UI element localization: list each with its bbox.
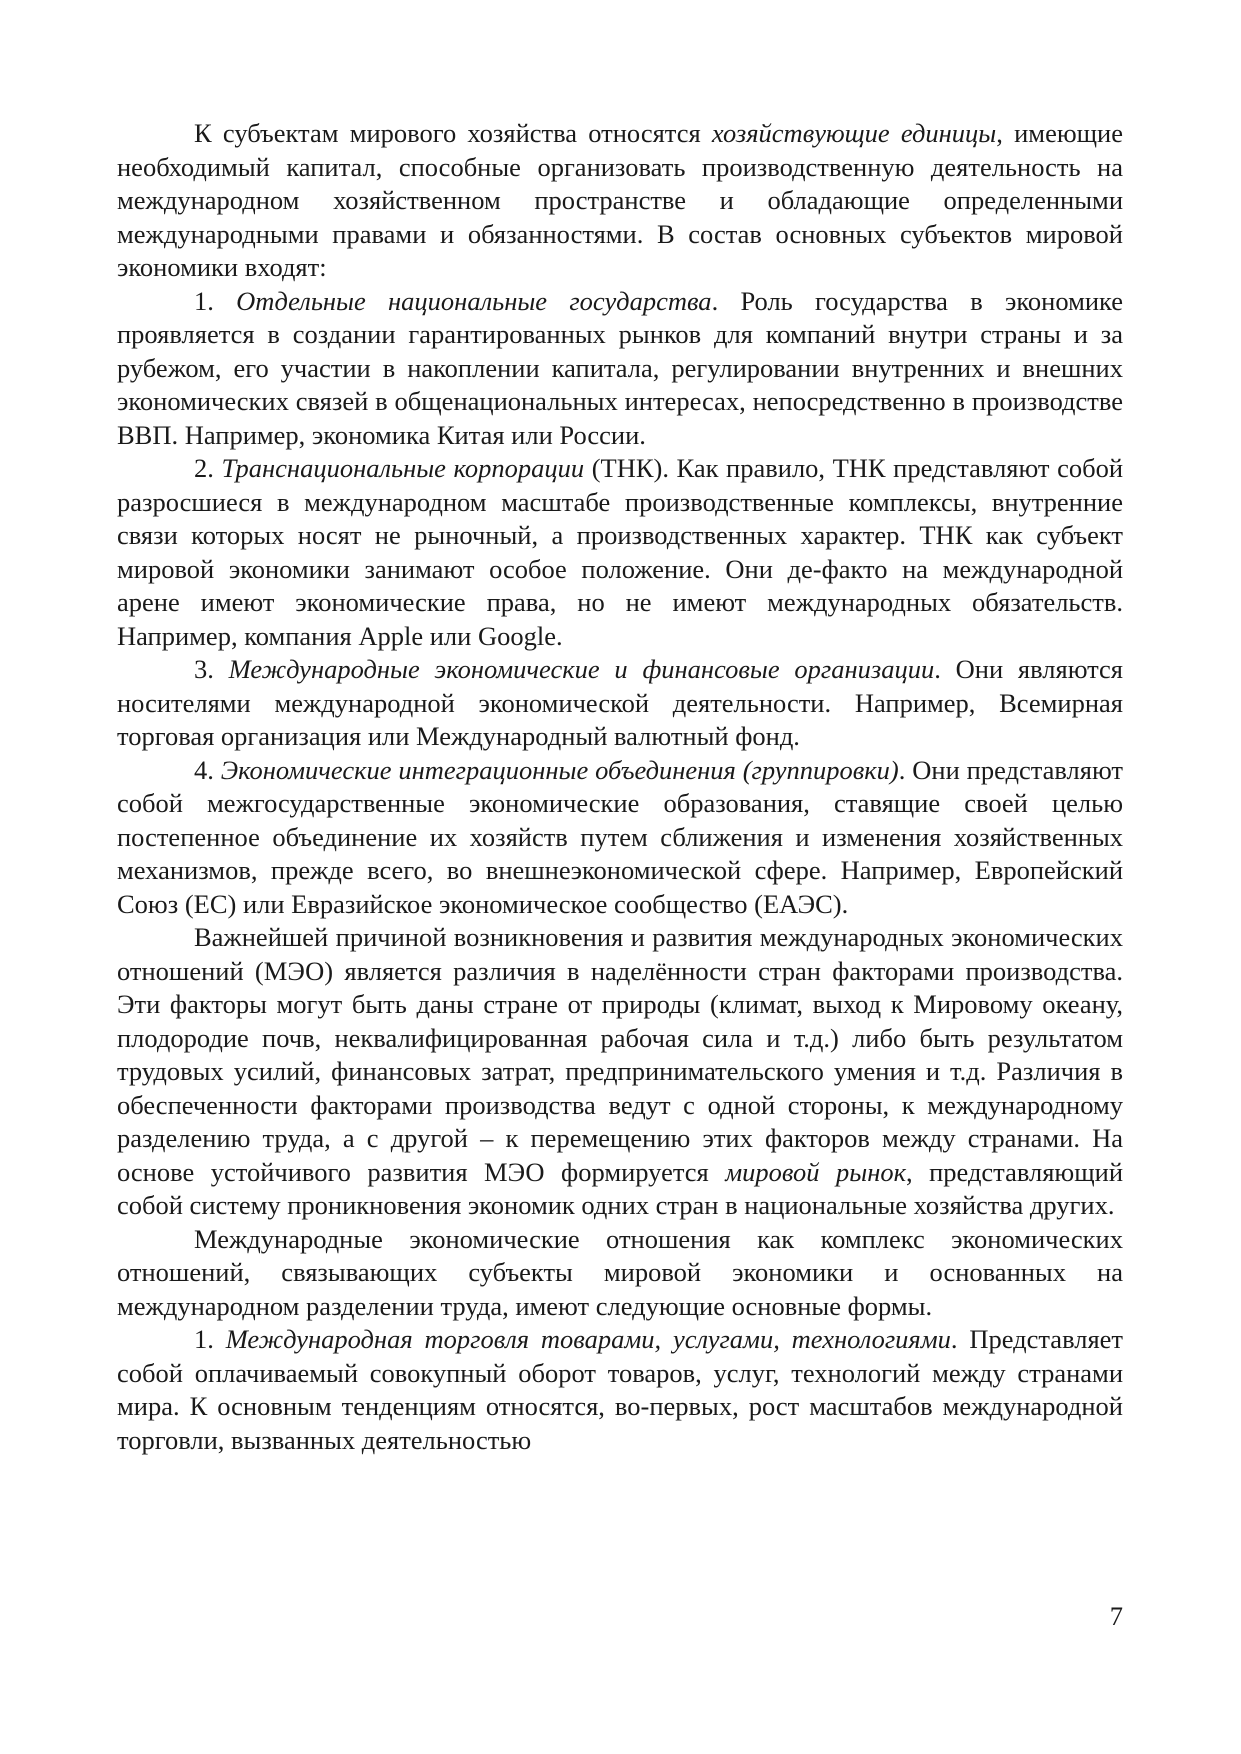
text-run: . Роль государства в экономике проявляется в создании гарантированных рынков для компаний внутри страны и за рубежом, его участии в накоплении капитала, регулировании внутренних и внешних экономических связей в общенациональных интересах, непосредственно в производстве ВВП. Например, экономика Китая или России. bbox=[117, 285, 1124, 450]
text-run: Международные экономические отношения как комплекс экономических отношений, связывающих субъекты мировой экономики и основанных на международном разделении труда, имеют следующие основные формы. bbox=[117, 1223, 1123, 1321]
emphasis-run: хозяйствующие единицы bbox=[711, 118, 997, 148]
paragraph-item-1-states bbox=[117, 285, 1123, 453]
emphasis-run: Международные экономические и финансовые организации bbox=[228, 654, 935, 684]
text-run: 3. bbox=[194, 654, 229, 684]
paragraph-form-1-trade bbox=[117, 1323, 1123, 1457]
paragraph-item-3-organizations bbox=[117, 653, 1123, 754]
text-run: 1. bbox=[194, 285, 237, 316]
emphasis-run: Международная торговля товарами, услугами, технологиями bbox=[225, 1324, 951, 1354]
emphasis-run: Отдельные национальные государства bbox=[236, 285, 712, 316]
paragraph-mei-forms bbox=[117, 1223, 1123, 1324]
text-run: 4. bbox=[194, 754, 221, 785]
paragraph-item-2-tnc bbox=[117, 452, 1123, 653]
text-run: К субъектам мирового хозяйства относятся bbox=[194, 118, 712, 148]
text-run: 2. bbox=[194, 453, 222, 483]
text-run: . Представляет собой оплачиваемый совокупный оборот товаров, услуг, технологий между странами мира. К основным тенденциям относятся, во-первых, рост масштабов международной торговли, вызванных деятельностью bbox=[117, 1324, 1123, 1455]
paragraph-mei-reasons bbox=[117, 921, 1123, 1223]
paragraph-subjects-intro bbox=[117, 117, 1123, 285]
text-run: , имеющие необходимый капитал, способные организовать производственную деятельность на международном хозяйственном пространстве и обладающие определенными международными правами и обязанностями. В состав основных субъектов мировой экономики входят: bbox=[117, 118, 1123, 282]
emphasis-run: мировой рынок bbox=[725, 1156, 906, 1187]
text-run: (ТНК). Как правило, ТНК представляют собой разросшиеся в международном масштабе производственные комплексы, внутренние связи которых носят не рыночный, а производственных характер. ТНК как субъект мировой экономики занимают особое положение. Они де-факто на международной арене имеют экономические права, но не имеют международных обязательств. Например, компания Apple или Google. bbox=[117, 453, 1124, 651]
emphasis-run: Транснациональные корпорации bbox=[221, 453, 585, 483]
text-run: 1. bbox=[194, 1324, 226, 1354]
emphasis-run: Экономические интеграционные объединения (группировки) bbox=[220, 754, 899, 785]
text-run: Важнейшей причиной возникновения и развития международных экономических отношений (МЭО) является различия в наделённости стран факторами производства. Эти факторы могут быть даны стране от природы (климат, выход к Мировому океану, плодородие почв, неквалифицированная рабочая сила и т.д.) либо быть результатом трудовых усилий, финансовых затрат, предпринимательского умения и т.д. Различия в обеспеченности факторами производства ведут с одной стороны, к международному разделению труда, а с другой – к перемещению этих факторов между странами. На основе устойчивого развития МЭО формируется bbox=[117, 922, 1123, 1187]
paragraph-item-4-integration bbox=[117, 754, 1123, 922]
text-run: , представляющий собой систему проникновения экономик одних стран в национальные хозяйства других. bbox=[117, 1156, 1123, 1220]
text-run: . Они представляют собой межгосударственные экономические образования, ставящие своей целью постепенное объединение их хозяйств путем сближения и изменения хозяйственных механизмов, прежде всего, во внешнеэкономической сфере. Например, Европейский Союз (ЕС) или Евразийское экономическое сообщество (ЕАЭС). bbox=[117, 754, 1123, 919]
document-page bbox=[117, 117, 1123, 1457]
page-number: 7 bbox=[1109, 1601, 1123, 1631]
text-run: . Они являются носителями международной экономической деятельности. Например, Всемирная торговая организация или Международный валютный фонд. bbox=[117, 654, 1123, 751]
